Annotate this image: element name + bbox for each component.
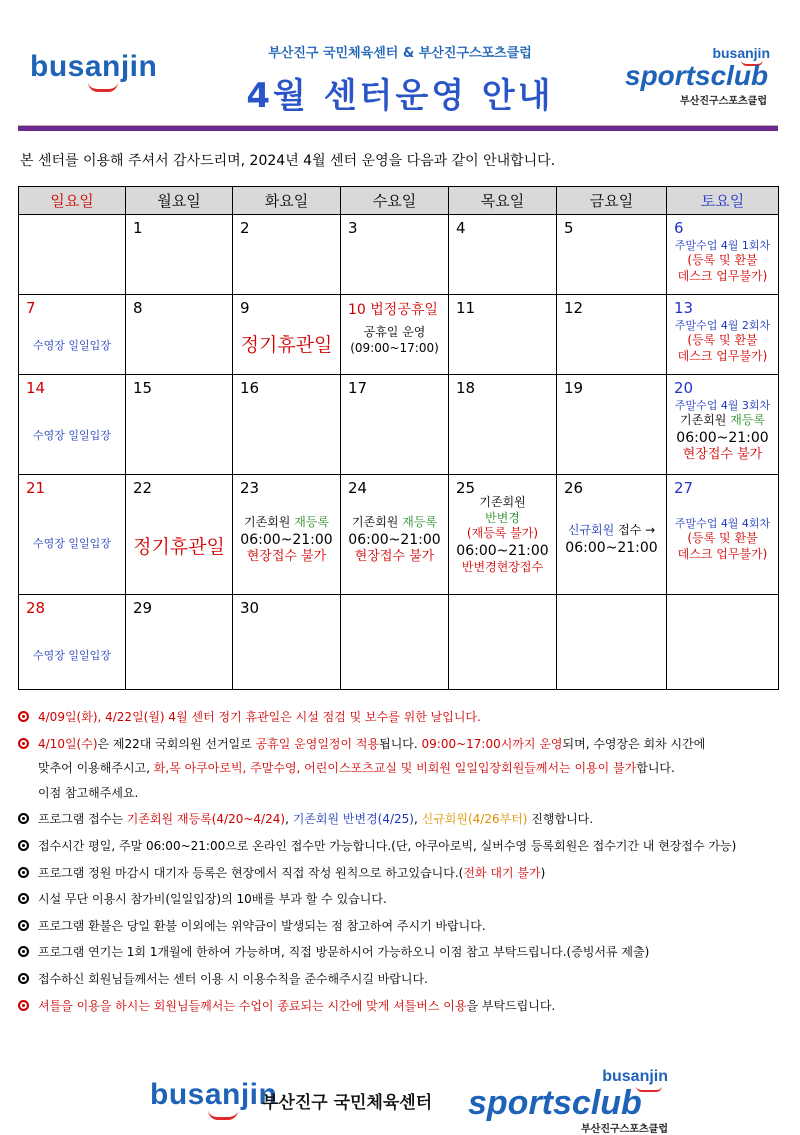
weekday-thu: 목요일 (449, 187, 557, 215)
calendar-week-5 (19, 595, 779, 690)
registration-note (341, 515, 448, 566)
notice-fragment: 기존회원 반변경(4/25) (292, 812, 414, 827)
header-subtitle: 부산진구 국민체육센터 & 부산진구스포츠클럽 (268, 46, 532, 61)
sportsclub-logo-korean: 부산진구스포츠클럽 (680, 96, 767, 107)
note-line: 데스크 업무불가) (677, 546, 768, 561)
day-number: 30 (240, 599, 260, 617)
day-cell (341, 475, 449, 595)
note-line (557, 523, 666, 539)
notice-fragment: 프로그램 접수는 (38, 812, 127, 827)
note-line: (09:00~17:00) (350, 340, 439, 355)
notice-fragment: 되며, 수영장은 회차 시간에 (562, 736, 706, 751)
note-text: 재등록 (730, 413, 765, 428)
class-change-note (449, 495, 556, 576)
day-number: 28 (26, 599, 46, 617)
day-cell (667, 215, 779, 295)
day-cell-empty (449, 595, 557, 690)
calendar-week-1 (19, 215, 779, 295)
day-number: 26 (564, 479, 584, 497)
note-line: 06:00~21:00 (676, 429, 769, 446)
notice-fragment: 기존회원 재등록(4/20~4/24) (126, 812, 286, 827)
day-number: 3 (348, 219, 358, 237)
day-cell (449, 475, 557, 595)
header-divider (18, 125, 778, 131)
closed-day-label: 정기휴관일 (133, 536, 225, 558)
note-text: 기존회원 (352, 515, 403, 529)
day-cell (233, 215, 341, 295)
note-line: 주말수업 4월 2회차 (674, 319, 771, 332)
day-number: 4 (456, 219, 466, 237)
note-line: (등록 및 환불 (687, 253, 758, 268)
day-number: 7 (26, 299, 36, 317)
day-number: 11 (456, 299, 476, 317)
pool-note: 수영장 일일입장 (33, 339, 111, 352)
day-number: 15 (133, 379, 153, 397)
bullet-icon (18, 813, 29, 824)
note-text: 접수 → (614, 523, 656, 537)
day-cell-empty (341, 595, 449, 690)
weekday-sat: 토요일 (667, 187, 779, 215)
note-line: 반변경 (485, 510, 520, 525)
notice-text: 이점 참고해주세요. (38, 785, 139, 800)
note-line: 현장접수 불가 (354, 548, 435, 564)
notice-fragment: 진행합니다. (527, 812, 594, 827)
note-line: 06:00~21:00 (240, 531, 333, 548)
notice-fragment: 합니다. (636, 761, 675, 776)
day-cell (667, 295, 779, 375)
day-number: 19 (564, 379, 584, 397)
day-cell (233, 475, 341, 595)
sportsclub-logo-small: busanjin (602, 1068, 668, 1085)
note-text: 재등록 (294, 515, 329, 529)
notice-item (18, 839, 788, 855)
day-cell (126, 215, 233, 295)
calendar-week-2 (19, 295, 779, 375)
day-cell (126, 595, 233, 690)
notice-item (18, 737, 788, 802)
header (0, 0, 800, 130)
day-cell (233, 295, 341, 375)
day-number: 5 (564, 219, 574, 237)
center-name: 부산진구 국민체육센터 (262, 1093, 433, 1113)
closed-day-label: 정기휴관일 (240, 334, 333, 356)
notice-fragment: 4/10일(수) (38, 736, 98, 751)
holiday-note (341, 325, 448, 356)
note-line: 주말수업 4월 3회차 (674, 399, 771, 412)
new-member-note (557, 523, 666, 557)
weekday-sun: 일요일 (19, 187, 126, 215)
busanjin-logo: busanjin (150, 1078, 278, 1111)
day-cell (19, 595, 126, 690)
notice-text: 시설 무단 이용시 참가비(일일입장)의 10배를 부과 할 수 있습니다. (38, 892, 387, 907)
notice-fragment: 전화 대기 불가 (463, 865, 541, 880)
note-line: 06:00~21:00 (565, 539, 658, 556)
day-cell (19, 475, 126, 595)
notice-fragment: 공휴일 운영일정이 적용 (255, 736, 380, 751)
day-number: 18 (456, 379, 476, 397)
note-text: 재등록 (402, 515, 437, 529)
note-line: 공휴일 운영 (363, 325, 426, 339)
page-title: 4월 센터운영 안내 (246, 76, 554, 116)
weekend-class-note (667, 517, 778, 562)
notice-text (38, 737, 788, 753)
bullet-icon (18, 973, 29, 984)
note-line (233, 515, 340, 531)
bullet-icon (18, 840, 29, 851)
day-number: 22 (133, 479, 153, 497)
notice-fragment: , (285, 812, 293, 827)
note-line: 현장접수 불가 (682, 447, 763, 463)
notice-text (38, 761, 788, 777)
notice-fragment: 됩니다. (379, 736, 422, 751)
sportsclub-logo (468, 1068, 678, 1135)
day-number: 2 (240, 219, 250, 237)
registration-note (233, 515, 340, 566)
day-cell (449, 375, 557, 475)
day-number: 16 (240, 379, 260, 397)
day-number: 21 (26, 479, 46, 497)
notice-fragment: 맞추어 이용해주시고, (38, 761, 154, 776)
day-number: 8 (133, 299, 143, 317)
day-cell-empty (19, 215, 126, 295)
day-number: 20 (674, 379, 694, 397)
intro-text: 본 센터를 이용해 주셔서 감사드리며, 2024년 4월 센터 운영을 다음과 같이 안내합니다. (20, 153, 556, 169)
note-line: 데스크 업무불가) (677, 348, 768, 363)
day-cell (126, 375, 233, 475)
notice-item (18, 919, 788, 935)
note-line: 데스크 업무불가) (677, 268, 768, 283)
notice-item (18, 812, 788, 828)
day-number: 12 (564, 299, 584, 317)
notice-fragment: 09:00~17:00시까지 운영 (421, 736, 563, 751)
notice-text: 접수시간 평일, 주말 06:00~21:00으로 온라인 접수만 가능합니다.(단, 아쿠아로빅, 실버수영 등록회원은 접수기간 내 현장접수 가능) (38, 838, 737, 853)
day-cell (449, 215, 557, 295)
weekend-class-note (667, 319, 778, 364)
note-line: 06:00~21:00 (456, 542, 549, 559)
notice-fragment: 프로그램 정원 마감시 대기자 등록은 현장에서 직접 작성 원칙으로 하고있습니다.( (38, 865, 464, 880)
note-line: 현장접수 불가 (246, 548, 327, 564)
pool-note: 수영장 일일입장 (33, 429, 111, 442)
day-cell-empty (667, 595, 779, 690)
day-cell (557, 215, 667, 295)
day-number: 1 (133, 219, 143, 237)
day-cell (341, 295, 449, 375)
calendar-table (18, 186, 779, 690)
notice-text: 4/09일(화), 4/22일(월) 4월 센터 정기 휴관일은 시설 점검 및 보수를 위한 날입니다. (38, 710, 481, 724)
sportsclub-logo-small: busanjin (712, 45, 770, 61)
day-cell (126, 295, 233, 375)
day-number: 29 (133, 599, 153, 617)
sportsclub-logo-big: sportsclub (625, 60, 769, 91)
weekday-tue: 화요일 (233, 187, 341, 215)
public-holiday-title: 10 법정공휴일 (348, 302, 438, 318)
bullet-icon (18, 1000, 29, 1011)
note-line: (등록 및 환불 (687, 333, 758, 348)
calendar-week-4 (19, 475, 779, 595)
weekday-fri: 금요일 (557, 187, 667, 215)
notice-fragment: 셔틀을 이용을 하시는 회원님들께서는 수업이 종료되는 시간에 맞게 셔틀버스 이용 (38, 998, 467, 1013)
day-cell (126, 475, 233, 595)
sportsclub-logo (625, 40, 775, 110)
note-line: 반변경현장접수 (461, 559, 544, 574)
day-cell (557, 375, 667, 475)
day-cell (19, 375, 126, 475)
day-number: 23 (240, 479, 260, 497)
note-line: (재등록 불가) (466, 526, 539, 541)
weekday-wed: 수요일 (341, 187, 449, 215)
notice-fragment: 은 제22대 국회의원 선거일로 (97, 736, 256, 751)
notice-list (18, 710, 788, 1025)
notice-item (18, 999, 788, 1015)
calendar-week-3 (19, 375, 779, 475)
footer (0, 1068, 800, 1135)
day-number: 17 (348, 379, 368, 397)
notice-item (18, 892, 788, 908)
notice-text: 접수하신 회원님들께서는 센터 이용 시 이용수칙을 준수해주시길 바랍니다. (38, 971, 428, 986)
bullet-icon (18, 893, 29, 904)
day-cell-empty (557, 595, 667, 690)
bullet-icon (18, 920, 29, 931)
sportsclub-logo-korean: 부산진구스포츠클럽 (581, 1124, 668, 1135)
day-number: 27 (674, 479, 694, 497)
day-number: 9 (240, 299, 250, 317)
calendar-header-row (19, 187, 779, 215)
note-line: 주말수업 4월 1회차 (674, 239, 771, 252)
bullet-icon (18, 946, 29, 957)
note-text: 기존회원 (680, 413, 731, 428)
note-line: (등록 및 환불 (687, 531, 758, 546)
weekend-class-note (667, 399, 778, 464)
notice-fragment: 을 부탁드립니다. (466, 998, 556, 1013)
notice-fragment: ) (540, 865, 546, 880)
day-cell (341, 215, 449, 295)
notice-item (18, 945, 788, 961)
weekday-mon: 월요일 (126, 187, 233, 215)
busanjin-logo: busanjin (30, 50, 158, 83)
day-cell (449, 295, 557, 375)
sportsclub-logo-big: sportsclub (468, 1084, 642, 1122)
pool-note: 수영장 일일입장 (33, 537, 111, 550)
day-number: 13 (674, 299, 694, 317)
day-number: 24 (348, 479, 368, 497)
day-cell (233, 595, 341, 690)
day-cell (667, 375, 779, 475)
day-cell (557, 475, 667, 595)
note-line: 주말수업 4월 4회차 (674, 517, 771, 530)
day-cell (667, 475, 779, 595)
day-number: 25 (456, 479, 476, 497)
note-line (341, 515, 448, 531)
note-text: 신규회원 (567, 523, 615, 537)
day-cell (233, 375, 341, 475)
bullet-icon (18, 711, 29, 722)
note-line (667, 413, 778, 429)
notice-fragment: 화,목 아쿠아로빅, 주말수영, 어린이스포츠교실 및 비회원 일일입장회원들께서는 이용이 불가 (153, 761, 637, 776)
day-number: 6 (674, 219, 684, 237)
bullet-icon (18, 867, 29, 878)
weekend-class-note (667, 239, 778, 284)
logo-smile-icon (88, 82, 118, 92)
notice-fragment: 신규회원(4/26부터) (421, 812, 528, 827)
note-line: 기존회원 (479, 495, 526, 509)
day-cell (341, 375, 449, 475)
notice-item (18, 866, 788, 882)
notice-text: 프로그램 연기는 1회 1개월에 한하여 가능하며, 직접 방문하시어 가능하오니 이점 참고 부탁드립니다.(증빙서류 제출) (38, 945, 650, 960)
day-number: 14 (26, 379, 46, 397)
notice-item (18, 972, 788, 988)
notice-item (18, 710, 788, 726)
day-cell (19, 295, 126, 375)
bullet-icon (18, 738, 29, 749)
day-cell (557, 295, 667, 375)
pool-note: 수영장 일일입장 (33, 649, 111, 662)
note-text: 기존회원 (244, 515, 295, 529)
note-line: 06:00~21:00 (348, 531, 441, 548)
logo-smile-icon (208, 1110, 238, 1120)
notice-text: 프로그램 환불은 당일 환불 이외에는 위약금이 발생되는 점 참고하여 주시기 바랍니다. (38, 918, 486, 933)
notice-fragment: , (413, 812, 422, 827)
